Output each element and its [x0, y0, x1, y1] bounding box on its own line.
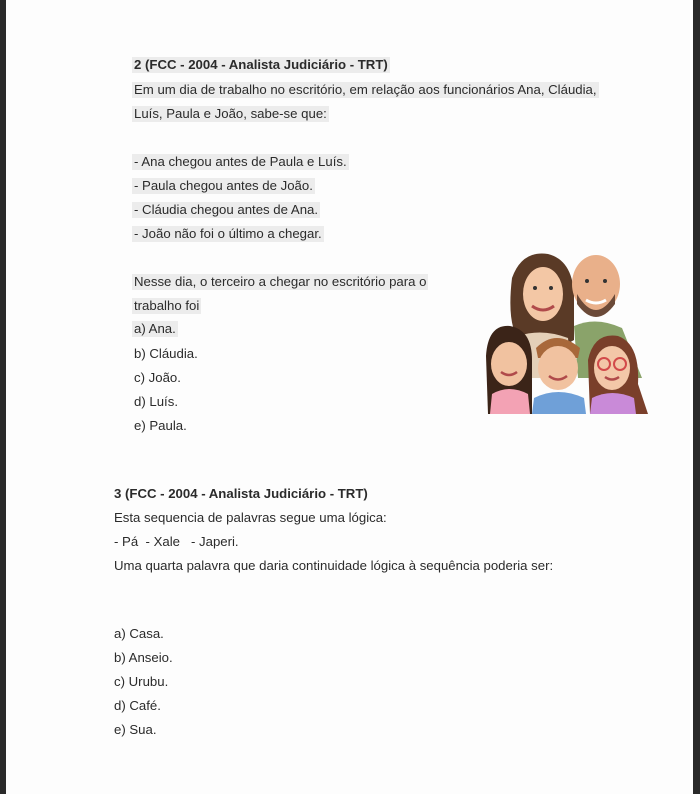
q2-question-line1: Nesse dia, o terceiro a chegar no escritório para o — [134, 274, 427, 289]
q2-title: 2 (FCC - 2004 - Analista Judiciário - TRT) — [134, 57, 388, 72]
q3-option-c: c) Urubu. — [114, 674, 169, 689]
document-page — [6, 0, 693, 794]
q2-fact: - Paula chegou antes de João. — [134, 178, 313, 193]
q2-fact: - Cláudia chegou antes de Ana. — [134, 202, 319, 217]
q2-option-e: e) Paula. — [134, 418, 187, 433]
q2-option-c: c) João. — [134, 370, 181, 385]
q3-intro: Esta sequencia de palavras segue uma lógica: — [114, 510, 387, 525]
q2-intro-line2: Luís, Paula e João, sabe-se que: — [134, 106, 327, 121]
q3-question: Uma quarta palavra que daria continuidade lógica à sequência poderia ser: — [114, 558, 554, 573]
q3-option-a: a) Casa. — [114, 626, 164, 641]
q3-option-e: e) Sua. — [114, 722, 157, 737]
q2-question-line2: trabalho foi — [134, 298, 200, 313]
q3-sequence: - Pá - Xale - Japeri. — [114, 534, 239, 549]
family-cartoon-image — [482, 248, 658, 414]
q2-option-d: d) Luís. — [134, 394, 178, 409]
q2-option-b: b) Cláudia. — [134, 346, 198, 361]
q3-title: 3 (FCC - 2004 - Analista Judiciário - TRT) — [114, 486, 368, 501]
q3-option-d: d) Café. — [114, 698, 161, 713]
q2-intro-line1: Em um dia de trabalho no escritório, em relação aos funcionários Ana, Cláudia, — [134, 82, 597, 97]
q2-option-a: a) Ana. — [134, 321, 176, 336]
q2-fact: - Ana chegou antes de Paula e Luís. — [134, 154, 347, 169]
q2-fact: - João não foi o último a chegar. — [134, 226, 322, 241]
q3-option-b: b) Anseio. — [114, 650, 173, 665]
